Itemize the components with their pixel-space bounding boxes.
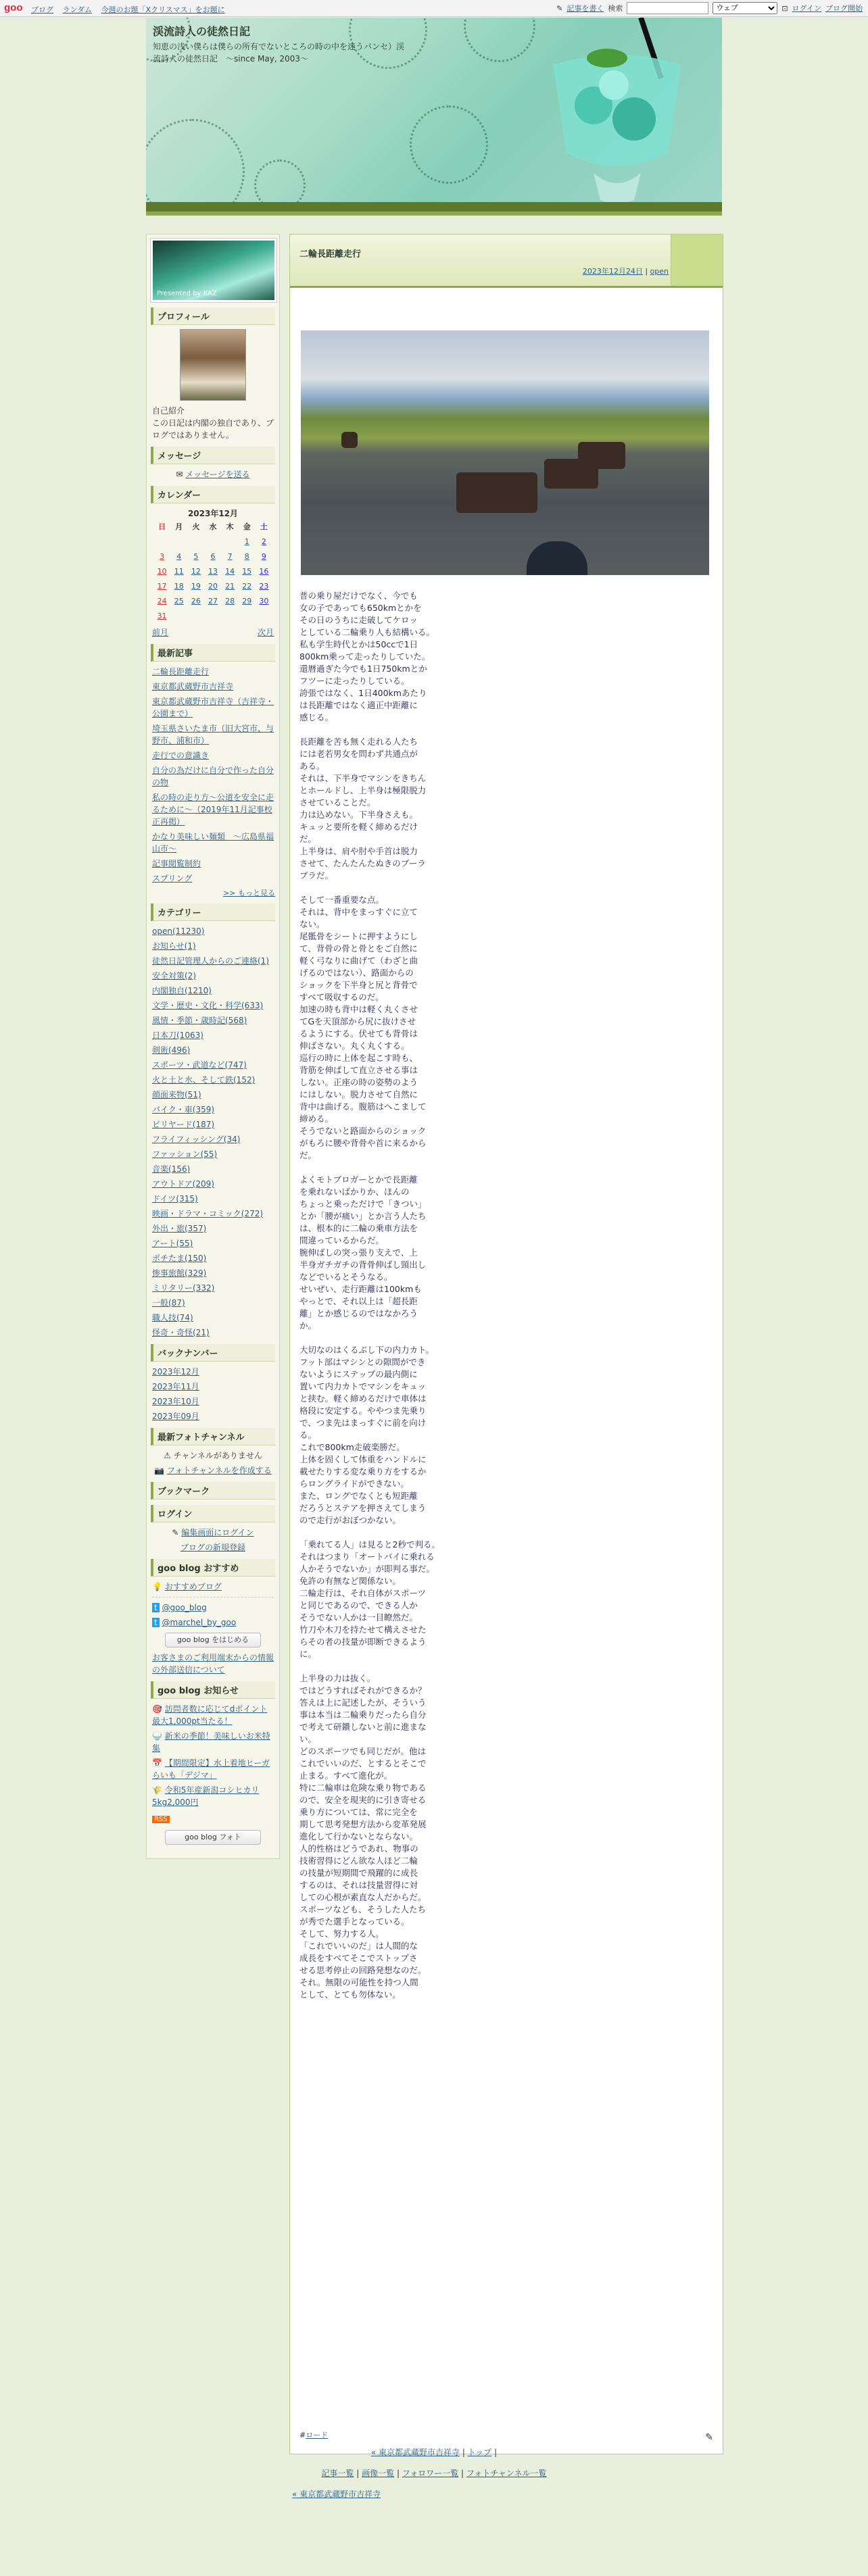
bookmark-box [151,1482,275,1500]
news-icon: 🎯 [152,1704,165,1714]
search-label: 検索 [608,4,623,13]
calendar-day[interactable]: 8 [244,552,249,561]
recent-post-link[interactable]: 走行での意識き [152,751,210,760]
sidebar-banner-image[interactable] [151,239,276,302]
calendar-day[interactable]: 3 [160,552,165,561]
category-link[interactable]: 風情・季節・歳時記(568) [152,1016,247,1025]
edit-pencil-icon[interactable]: ✎ [705,2432,713,2443]
envelope-icon: ✉ [176,470,183,479]
lace-ornament [410,105,488,184]
leaf-ornament-icon [671,234,723,286]
category-link[interactable]: 怪奇・奇怪(21) [152,1328,210,1337]
category-link[interactable]: バイク・車(359) [152,1105,215,1114]
recommend-box [151,1559,275,1676]
no-channel-text: チャンネルがありません [173,1451,262,1460]
goo-top-bar [0,0,868,17]
entry-paragraph: 上半身の力は抜く。 ではどうすればそれができるか？ 答えは上に記述したが、そういう 事は本当は二輪乗りだったら自分 で考えて研鑽しないと前に進まな い。 どのスポーツでも同じだが。他は これでいいのだ、とするとそこで 止まる。すべて進化が。 特に二輪車は危険な乗り物である ので、安全を現実的に引き寄せる 乗り方については、常に完全を 期して思考発想方法から変革発展 進化して行かないとならない。 人的性格はどうであれ、物事の 技術習得にどん欲な人ほど二輪 の技量が短期間で飛躍的に成長 するのは、それは技量習得に対 しての心根が素直な人だからだ。 スポーツなども、そうした人たち が秀でた選手となっている。 そして、努力する人。 「これでいいのだ」は人間的な 成長をすべてそこでストップさ せる思考停止の回路発想なのだ。 それ。無限の可能性を持つ人間 として、とても勿体ない。 [299,1673,427,2000]
calendar-day [256,609,272,624]
twitter-goo-blog-link[interactable]: @goo_blog [162,1603,207,1612]
calendar-day[interactable]: 28 [225,597,235,605]
search-scope-select[interactable] [713,2,777,14]
new-registration-link[interactable]: ブログの新規登録 [180,1543,245,1552]
recent-post-link[interactable]: 私の時の走り方〜公道を安全に走るために〜（2019年11月記事校正再掲） [152,793,274,826]
weekday: 水 [209,522,217,531]
external-info-link[interactable]: お客さまのご利用端末からの情報の外部送信について [152,1653,274,1675]
signup-link[interactable]: ブログ開始 [825,4,863,13]
recent-posts-box [151,644,275,898]
calendar-day[interactable]: 22 [242,582,252,591]
recent-post-link[interactable]: 二輪長距離走行 [152,667,210,676]
weekday: 日 [158,522,166,531]
entry-category[interactable]: open [650,267,669,276]
calendar-day[interactable]: 18 [174,582,184,591]
category-link[interactable]: 安全対策(2) [152,971,196,981]
search-input[interactable] [627,2,708,14]
rss-icon[interactable]: RSS [152,1816,170,1823]
news-icon: 🌾 [152,1785,165,1795]
weekday: 土 [260,522,268,531]
calendar-day[interactable]: 7 [227,552,233,561]
photo-channel-heading: 最新フォトチャンネル [151,1428,275,1445]
category-list [151,925,275,1339]
recent-post-link[interactable]: 記事閲覧制約 [152,859,201,868]
pencil-icon: ✎ [172,1528,179,1537]
calendar-day[interactable]: 14 [225,567,235,576]
start-goo-blog-button[interactable]: goo blog をはじめる [165,1633,261,1648]
lace-ornament [146,119,245,212]
calendar-day [222,535,239,549]
category-link[interactable]: お知らせ(1) [152,941,196,951]
calendar-day[interactable]: 17 [157,582,167,591]
article-list-link[interactable]: 記事一覧 [321,2469,354,2478]
self-intro-text: この日記は内閣の独自であり、ブログではありません。 [152,418,274,440]
backnumber-link[interactable]: 2023年11月 [152,1382,199,1391]
category-link[interactable]: 一般(87) [152,1298,185,1308]
warning-icon: ⚠ [164,1451,171,1460]
calendar-heading: カレンダー [151,486,275,503]
news-box [151,1681,275,1853]
category-link[interactable]: スポーツ・武道など(747) [152,1060,247,1070]
category-heading: カテゴリー [151,903,275,921]
category-link[interactable]: 文学・歴史・文化・科学(633) [152,1001,264,1010]
category-box [151,903,275,1339]
login-link[interactable]: ログイン [792,4,821,13]
weekday: 月 [175,522,183,531]
entry-paragraph: 長距離を苦も無く走れる人たち には老若男女を問わず共通点が ある。 それは、下半身でマシンをきちん とホールドし、上半身は極限脱力 させていることだ。 力は込めない。下半身さえも。 キュッと要所を軽く締めるだけ だ。 上半身は、肩や肘や手首は脱力 させて、たんたんたぬきのブーラ ブラだ。 [299,737,427,881]
top-nav-blog[interactable]: ブログ [31,5,53,14]
recommended-blogs-link[interactable]: おすすめブログ [164,1582,222,1591]
entry-paragraph: そして一番重要な点。 それは、背中をまっすぐに立て ない。 尾骶骨をシートに押すようにし て、背骨の骨と骨とをご自然に 軽く弓なりに曲げて（わざと曲 げるのではない）、路面からの ショックを下半身と尻と背骨で すべて吸収するのだ。 加速の時も背中は軽く丸くさせ てGを天頂部から尻に抜けさせ るようにする。伏せても背骨は 伸ばさない。丸く丸くする。 巡行の時に上体を起こす時も、 背筋を伸ばして直立させる事は しない。正座の時の姿勢のよう にはしない。脱力させて自然に 背中は曲げる。腹筋はへこまして 締める。 そうでないと路面からのショック がもろに腰や背骨や首に来るから だ。 [299,895,427,1160]
category-link[interactable]: 音楽(156) [152,1164,191,1174]
category-link[interactable]: 剣術(496) [152,1045,191,1055]
blog-header [146,18,722,212]
self-intro-label: 自己紹介 [152,406,185,416]
backnumber-link[interactable]: 2023年10月 [152,1397,199,1406]
photo-channel-list-link[interactable]: フォトチャンネル一覧 [466,2469,547,2478]
login-box [151,1505,275,1554]
category-link[interactable]: ファッション(55) [152,1149,218,1159]
send-message-link[interactable]: メッセージを送る [185,470,250,479]
twitter-icon: t [152,1618,160,1627]
backnumber-heading: バックナンバー [151,1344,275,1362]
calendar-next-link[interactable]: 次月 [257,628,274,637]
follower-list-link[interactable]: フォロワー一覧 [402,2469,459,2478]
motorcycle-figure [456,472,537,513]
calendar-day[interactable]: 11 [174,567,184,576]
category-link[interactable]: 内閣独自(1210) [152,986,212,995]
edit-login-link[interactable]: 編集画面にログイン [181,1528,254,1537]
profile-box [151,307,275,441]
bookmark-heading: ブックマーク [151,1482,275,1500]
entry-date[interactable]: 2023年12月24日 [582,267,643,276]
recent-post-link[interactable]: 埼玉県さいたま市（旧大宮市、与野市、浦和市） [152,724,274,745]
top-link[interactable]: トップ [467,2448,492,2457]
motorcycle-figure [341,432,358,448]
category-link[interactable]: 映画・ドラマ・コミック(272) [152,1209,264,1218]
news-link[interactable]: 訪問者数に応じてdポイント最大1,000pt当たる！ [152,1704,268,1726]
recommend-heading: goo blog おすすめ [151,1559,275,1577]
category-link[interactable]: フライフィッシング(34) [152,1135,241,1144]
backnumber-list [151,1366,275,1422]
calendar-day[interactable]: 2 [261,537,266,546]
weekday: 木 [226,522,234,531]
top-nav-random[interactable]: ランダム [62,5,93,14]
backnumber-link[interactable]: 2023年09月 [152,1412,199,1421]
entry-paragraph: 普の乗り屋だけでなく、今でも 女の子であっても650kmとかを その日のうちに走破してケロッ としている二輪乗り人も結構いる。 私も学生時代とかは50ccで1日 800km乗って走ったりしていた。 還暦過ぎた今でも1日750kmとか フツーに走ったりしている。 誇張ではなく、1日400kmあたり は長距離ではなく適正中距離に 感じる。 [299,591,435,722]
prev-entry-link[interactable]: « 東京都武蔵野市吉祥寺 [370,2448,460,2457]
calendar-day[interactable]: 4 [176,552,182,561]
calendar-day[interactable]: 21 [225,582,235,591]
more-posts-link[interactable]: >> もっと見る [223,889,275,897]
recent-post-link[interactable]: 自分の為だけに自分で作った自分の物 [152,766,274,787]
calendar-table [153,520,272,624]
message-box [151,447,275,480]
category-link[interactable]: アート(55) [152,1239,193,1248]
blog-description: 知恵の浅い僕らは僕らの所有でないところの時の中を迷うパンセ）渓流詩人の徒然日記 〜since May, 2003〜 [153,42,405,64]
tag-icon: # [299,2431,306,2439]
news-heading: goo blog お知らせ [151,1681,275,1699]
banner-caption: Presented by KAZ [157,290,217,297]
prev-entry-link-bottom[interactable]: « 東京都武蔵野市吉祥寺 [292,2490,381,2499]
category-link[interactable]: ビリヤード(187) [152,1120,215,1129]
recent-post-link[interactable]: 東京都武蔵野市吉祥寺 [152,682,234,691]
calendar-day[interactable]: 1 [244,537,249,546]
calendar-day[interactable]: 9 [261,552,266,561]
news-list [151,1703,275,1808]
recent-post-link[interactable]: スプリング [152,874,193,883]
calendar-day[interactable]: 29 [242,597,252,605]
category-link[interactable]: ポチたま(150) [152,1254,207,1263]
header-band [146,202,722,212]
category-link[interactable]: ドイツ(315) [152,1194,198,1204]
image-list-link[interactable]: 画像一覧 [362,2469,395,2478]
profile-avatar[interactable] [180,329,246,401]
sidebar [146,234,280,1859]
calendar-day [204,535,221,549]
entry-tag[interactable]: ロード [306,2431,329,2439]
goo-blog-photo-button[interactable]: goo blog フォト [165,1830,261,1845]
entry-paragraph: 「乗れてる人」は見ると2秒で判る。 それはつまり「オートバイに乗れる 人かそうでないか」が即判る事だ。 免許の有無など関係ない。 二輪走行は、それ自体がスポーツ と同じであるので、できる人か そうでない人かは一目瞭然だ。 竹刀や木刀を持たせて構えさせた らその者の技量が即断できるよう に。 [299,1539,440,1659]
entry-header [290,234,723,288]
calendar-day[interactable]: 25 [174,597,184,605]
calendar-box [151,486,275,639]
recent-post-link[interactable]: かなり美味しい麺類 〜広島県福山市〜 [152,832,274,853]
calendar-day[interactable]: 15 [242,567,252,576]
lace-ornament [464,18,535,62]
weekday: 火 [192,522,200,531]
photo-channel-box [151,1428,275,1477]
news-link[interactable]: 新米の季節！美味しいお米特集 [152,1731,270,1753]
header-divider [146,212,722,216]
page-frame [146,18,722,2443]
calendar-day[interactable]: 30 [259,597,269,605]
category-link[interactable]: ミリタリー(332) [152,1283,215,1293]
calendar-day [153,535,170,549]
backnumber-box [151,1344,275,1422]
calendar-day[interactable]: 19 [191,582,201,591]
calendar-day[interactable]: 20 [208,582,218,591]
calendar-day[interactable]: 23 [259,582,269,591]
profile-heading: プロフィール [151,307,275,325]
calendar-month: 2023年12月 [187,509,239,518]
recent-post-link[interactable]: 東京都武蔵野市吉祥寺（吉祥寺・公園まで） [152,697,274,718]
pencil-icon: ✎ [556,3,563,13]
entry-panel [289,234,723,2454]
recent-posts-heading: 最新記事 [151,644,275,662]
goo-logo[interactable]: goo [4,2,23,14]
entry-paragraph: 大切なのはくるぶし下の内力カト。 フット部はマシンとの隙間ができ ないようにステップの最内側に 置いて内力カトでマシンをキュッ と挟む。軽く締めるだけで車体は 格段に安定する。ややつま先乗り で、つま先はまっすぐに前を向け る。 これで800km走破楽勝だ。 上体を固くして体重をハンドルに 載せたりする変な乗り方をするか らロングライドができない。 また、ロングでなくとも短距離 だろうとステアを押さえてしまう ので走行がおぼつかない。 [299,1345,434,1525]
calendar-day[interactable]: 16 [259,567,269,576]
camera-icon: 📷 [154,1466,165,1475]
top-nav [31,4,232,15]
calendar-day[interactable]: 13 [208,567,218,576]
backnumber-link[interactable]: 2023年12月 [152,1367,199,1377]
category-link[interactable]: アウトドア(209) [152,1179,214,1189]
entry-body [299,590,462,2013]
category-link[interactable]: 日本刀(1063) [152,1031,203,1040]
calendar-day [170,609,187,624]
category-link[interactable]: 火と土と水、そして鉄(152) [152,1075,256,1085]
calendar-day[interactable]: 24 [157,597,167,605]
search-submit-icon[interactable]: ⊡ [781,3,788,13]
entry-meta: 2023年12月24日 | open [582,267,669,276]
twitter-marchel-link[interactable]: @marchel_by_goo [162,1618,237,1627]
login-heading: ログイン [151,1505,275,1522]
write-article-link[interactable]: 記事を書く [566,4,604,13]
motorcycle-figure [544,459,598,489]
category-link[interactable]: 顔面来物(51) [152,1090,201,1099]
message-heading: メッセージ [151,447,275,464]
calendar-days [153,535,272,624]
bulb-icon: 💡 [152,1582,162,1591]
news-link[interactable]: 令和5年産新潟コシヒカリ5kg2,000円 [152,1785,260,1807]
motorcycle-photo[interactable] [301,330,709,575]
calendar-day [239,609,256,624]
twitter-icon: t [152,1603,160,1612]
mirror-shape [527,541,587,575]
calendar-day[interactable]: 27 [208,597,218,605]
blog-title[interactable]: 渓流詩人の徒然日記 [153,25,251,38]
calendar-prev-link[interactable]: 前月 [152,628,169,637]
calendar-day[interactable]: 26 [191,597,201,605]
calendar-day[interactable]: 31 [157,612,167,620]
calendar-day [204,609,221,624]
calendar-day[interactable]: 10 [157,567,167,576]
entry-paragraph: よくモトブロガーとかで長距離 を乗れないばかりか、ほんの ちょっと乗っただけで「きつい」 とか「腰が痛い」とか言う人たち は、根本的に二輪の乗車方法を 間違っているからだ。 腕伸ばしの突っ張り支えで、上 半身ガチガチの背骨伸ばし頸出し などでいるとそうなる。 せいぜい、走行距離は100kmも やっとで、それ以上は「超長距 離」とか感じるのではなかろう か。 [299,1174,427,1331]
calendar-day[interactable]: 6 [210,552,216,561]
news-icon: 📅 [152,1758,165,1768]
calendar-day[interactable]: 12 [191,567,201,576]
calendar-day [187,609,204,624]
calendar-day [170,535,187,549]
calendar-day[interactable]: 5 [193,552,199,561]
top-nav-theme[interactable]: 今週のお題「Xクリスマス」をお題に [101,5,225,14]
category-link[interactable]: 惨事旅館(329) [152,1268,207,1278]
soda-glass-illustration [539,18,695,207]
page-footer: « 東京都武蔵野市吉祥寺 | トップ | 記事一覧 | 画像一覧 | フォロワー一覧 | フォトチャンネル一覧 « 東京都武蔵野市吉祥寺 [292,2448,547,2499]
recent-posts-list [151,666,275,885]
create-channel-link[interactable]: フォトチャンネルを作成する [167,1466,272,1475]
top-right-tools [556,2,863,14]
weekday: 金 [243,522,251,531]
category-link[interactable]: 外出・旅(357) [152,1224,207,1233]
entry-title[interactable]: 二輪長距離走行 [299,249,362,259]
category-link[interactable]: 徒然日記管理人からのご連絡(1) [152,956,269,966]
entry-tags [299,2429,328,2440]
category-link[interactable]: 職人技(74) [152,1313,193,1322]
news-link[interactable]: 【期間限定】水上着地ヒーガらいも「デジマ」 [152,1758,270,1780]
category-link[interactable]: open(11230) [152,926,205,936]
calendar-day [187,535,204,549]
calendar-day [222,609,239,624]
news-icon: 🍚 [152,1731,165,1741]
